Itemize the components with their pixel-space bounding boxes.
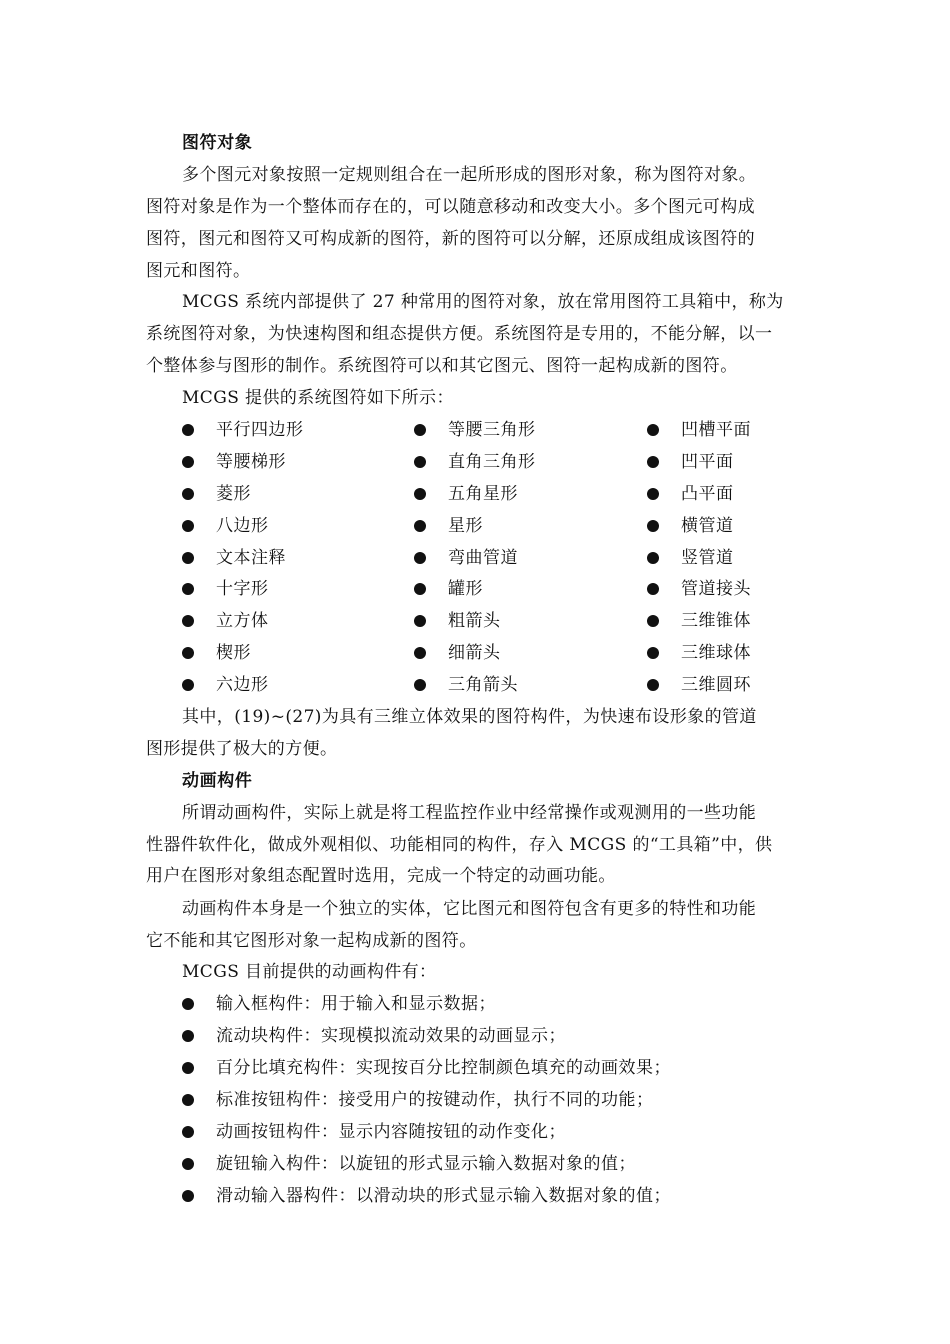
bullet-icon xyxy=(647,520,659,532)
bullet-icon xyxy=(182,488,194,500)
symbol-row: 十字形 罐形 管道接头 xyxy=(0,578,950,600)
section-heading-symbol-objects: 图符对象 xyxy=(182,133,253,153)
bullet-icon xyxy=(647,456,659,468)
symbol-row: 立方体 粗箭头 三维锥体 xyxy=(0,610,950,632)
bullet-icon xyxy=(182,1126,194,1138)
component-list-item: 流动块构件：实现模拟流动效果的动画显示； xyxy=(0,1025,950,1047)
bullet-icon xyxy=(414,424,426,436)
list-intro: MCGS 提供的系统图符如下所示： xyxy=(182,388,454,408)
bullet-icon xyxy=(647,679,659,691)
symbol-row: 楔形 细箭头 三维球体 xyxy=(0,642,950,664)
component-list-item: 滑动输入器构件：以滑动块的形式显示输入数据对象的值； xyxy=(0,1185,950,1207)
bullet-icon xyxy=(647,615,659,627)
paragraph-line: 用户在图形对象组态配置时选用，完成一个特定的动画功能。 xyxy=(146,866,616,886)
bullet-icon xyxy=(182,1190,194,1202)
bullet-icon xyxy=(414,488,426,500)
paragraph-line: 系统图符对象，为快速构图和组态提供方便。系统图符是专用的，不能分解，以一 xyxy=(146,324,773,344)
bullet-icon xyxy=(182,583,194,595)
component-list-item: 百分比填充构件：实现按百分比控制颜色填充的动画效果； xyxy=(0,1057,950,1079)
bullet-icon xyxy=(414,552,426,564)
paragraph-line: 图元和图符。 xyxy=(146,261,251,281)
bullet-icon xyxy=(414,679,426,691)
section-heading-animation-components: 动画构件 xyxy=(182,771,253,791)
symbol-row: 菱形 五角星形 凸平面 xyxy=(0,483,950,505)
paragraph-line: 所谓动画构件，实际上就是将工程监控作业中经常操作或观测用的一些功能 xyxy=(182,803,757,823)
bullet-icon xyxy=(182,520,194,532)
bullet-icon xyxy=(414,615,426,627)
bullet-icon xyxy=(182,1158,194,1170)
bullet-icon xyxy=(647,488,659,500)
symbol-row: 平行四边形 等腰三角形 凹槽平面 xyxy=(0,419,950,441)
bullet-icon xyxy=(182,615,194,627)
component-list-item: 输入框构件：用于输入和显示数据； xyxy=(0,993,950,1015)
bullet-icon xyxy=(414,583,426,595)
bullet-icon xyxy=(647,583,659,595)
component-list-item: 标准按钮构件：接受用户的按键动作，执行不同的功能； xyxy=(0,1089,950,1111)
list-intro: MCGS 目前提供的动画构件有： xyxy=(182,962,437,982)
bullet-icon xyxy=(182,424,194,436)
bullet-icon xyxy=(182,1094,194,1106)
bullet-icon xyxy=(647,552,659,564)
component-list-item: 旋钮输入构件：以旋钮的形式显示输入数据对象的值； xyxy=(0,1153,950,1175)
paragraph-line: 其中，(19)~(27)为具有三维立体效果的图符构件，为快速布设形象的管道 xyxy=(182,707,757,727)
paragraph-line: 图符，图元和图符又可构成新的图符，新的图符可以分解，还原成组成该图符的 xyxy=(146,229,755,249)
bullet-icon xyxy=(647,424,659,436)
symbol-row: 八边形 星形 横管道 xyxy=(0,515,950,537)
paragraph-line: 多个图元对象按照一定规则组合在一起所形成的图形对象，称为图符对象。 xyxy=(182,165,757,185)
bullet-icon xyxy=(182,552,194,564)
bullet-icon xyxy=(414,647,426,659)
bullet-icon xyxy=(182,679,194,691)
symbol-row: 等腰梯形 直角三角形 凹平面 xyxy=(0,451,950,473)
bullet-icon xyxy=(182,456,194,468)
bullet-icon xyxy=(647,647,659,659)
component-list-item: 动画按钮构件：显示内容随按钮的动作变化； xyxy=(0,1121,950,1143)
bullet-icon xyxy=(414,456,426,468)
paragraph-line: 图形提供了极大的方便。 xyxy=(146,739,338,759)
bullet-icon xyxy=(182,1030,194,1042)
paragraph-line: 它不能和其它图形对象一起构成新的图符。 xyxy=(146,931,477,951)
paragraph-line: 动画构件本身是一个独立的实体，它比图元和图符包含有更多的特性和功能 xyxy=(182,899,757,919)
symbol-row: 文本注释 弯曲管道 竖管道 xyxy=(0,547,950,569)
paragraph-line: 个整体参与图形的制作。系统图符可以和其它图元、图符一起构成新的图符。 xyxy=(146,356,738,376)
symbol-row: 六边形 三角箭头 三维圆环 xyxy=(0,674,950,696)
bullet-icon xyxy=(182,1062,194,1074)
bullet-icon xyxy=(414,520,426,532)
bullet-icon xyxy=(182,998,194,1010)
paragraph-line: 图符对象是作为一个整体而存在的，可以随意移动和改变大小。多个图元可构成 xyxy=(146,197,755,217)
paragraph-line: 性器件软件化，做成外观相似、功能相同的构件，存入 MCGS 的“工具箱”中，供 xyxy=(146,835,773,855)
paragraph-line: MCGS 系统内部提供了 27 种常用的图符对象，放在常用图符工具箱中，称为 xyxy=(182,292,784,312)
bullet-icon xyxy=(182,647,194,659)
